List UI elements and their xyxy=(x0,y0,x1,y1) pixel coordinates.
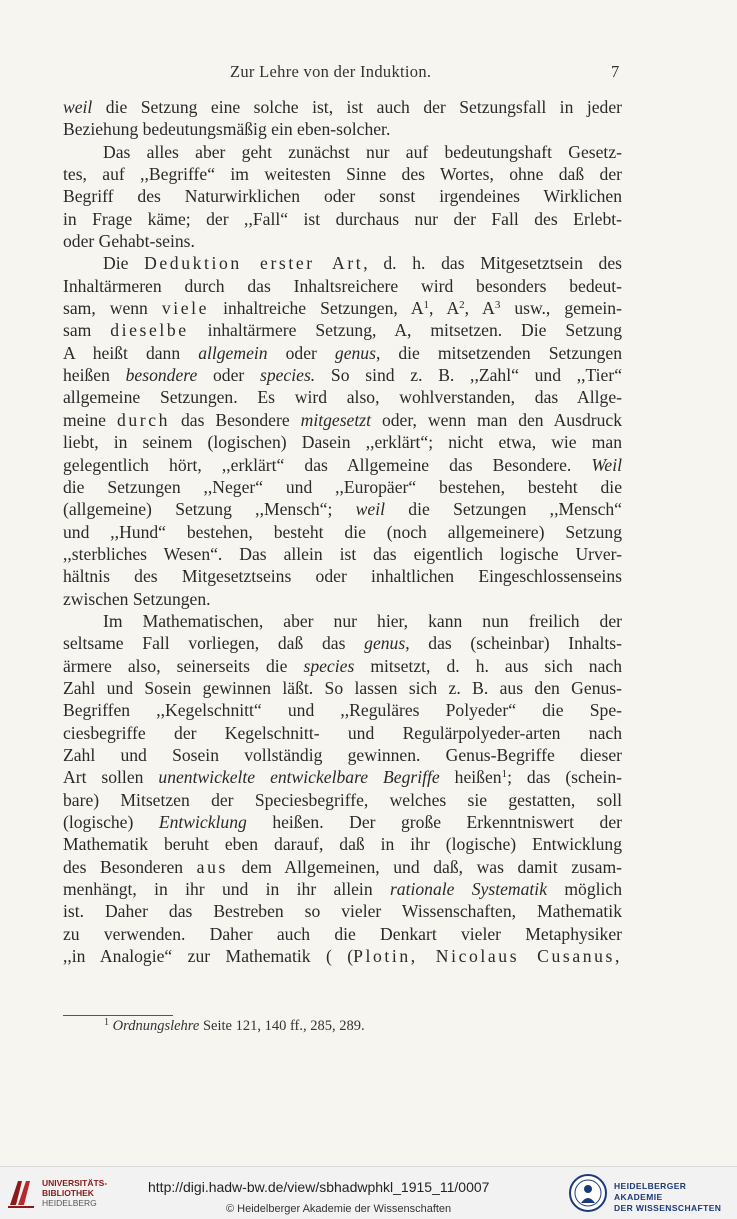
text-line: sam, wenn viele inhaltreiche Setzungen, $A^1$, $A^2$, $A^3$ usw., gemein- xyxy=(63,298,622,319)
text-line: Begriff des Naturwirklichen oder sonst irgendeines Wirklichen xyxy=(63,186,622,207)
text-line: (allgemeine) Setzung ,,Mensch“; weil die Setzungen ,,Mensch“ xyxy=(63,499,622,520)
text-line: seltsame Fall vorliegen, daß das genus, das (scheinbar) Inhalts- xyxy=(63,633,623,654)
text-line: (logische) Entwicklung heißen. Der große Erkenntniswert der xyxy=(63,812,623,832)
text-line: heißen besondere oder species. So sind z. B. ,,Zahl“ und ,,Tier“ xyxy=(63,365,623,386)
text-line: des Besonderen aus dem Allgemeinen, und daß, was damit zusam- xyxy=(63,856,622,877)
copyright-notice: © Heidelberger Akademie der Wissenschaften xyxy=(226,1203,452,1215)
text-line: tes, auf ,,Begriffe“ im weitesten Sinne des Wortes, ohne daß der xyxy=(63,164,622,185)
text-line: gelegentlich hört, ,,erklärt“ das Allgemeine das Besondere. Weil xyxy=(63,454,622,475)
footnote: $^1$ Ordnungslehre Seite 121, 140 ff., 285, 289. xyxy=(104,1017,365,1034)
text-line: Art sollen unentwickelte entwickelbare Begriffe heißen$^1$; das (schein- xyxy=(63,767,622,788)
text-line: Das alles aber geht zunächst nur auf bedeutungshaft Gesetz- xyxy=(103,141,622,162)
text-line: ärmere also, seinerseits die species mitsetzt, d. h. aus sich nach xyxy=(63,655,622,676)
text-line: Beziehung bedeutungsmäßig ein eben-solcher. xyxy=(63,119,391,140)
footer-bar xyxy=(0,1166,737,1219)
text-line: A heißt dann allgemein oder genus, die mitsetzenden Setzungen xyxy=(63,342,623,363)
text-line: allgemeine Setzungen. Es wird also, wohlverstanden, das Allge- xyxy=(63,387,622,408)
footnote-divider xyxy=(63,1015,173,1016)
text-line: zwischen Setzungen. xyxy=(63,588,211,609)
text-line: sam dieselbe inhaltärmere Setzung, A, mitsetzen. Die Setzung xyxy=(63,320,622,341)
text-line: ,,sterbliches Wesen“. Das allein ist das eigentlich logische Urver- xyxy=(63,543,622,564)
permalink-url[interactable]: http://digi.hadw-bw.de/view/sbhadwphkl_1915_11/0007 xyxy=(148,1179,490,1195)
text-line: ist. Daher das Bestreben so vieler Wissenschaften, Mathematik xyxy=(63,901,622,922)
academy-name: HEIDELBERGER AKADEMIE DER WISSENSCHAFTEN xyxy=(614,1181,722,1213)
text-line: Zahl und Sosein vollständig gewinnen. Genus-Begriffe dieser xyxy=(63,744,622,765)
running-head xyxy=(0,62,737,84)
text-line: menhängt, in ihr und in ihr allein rationale Systematik möglich xyxy=(63,879,622,900)
text-line: ciesbegriffe der Kegelschnitt- und Regulärpolyeder-arten nach xyxy=(63,722,622,743)
text-line: zu verwenden. Daher auch die Denkart vieler Metaphysiker xyxy=(63,923,622,944)
academy-seal-icon xyxy=(568,1173,608,1213)
text-line: liebt, in seinem (logischen) Dasein ,,erklärt“; nicht etwa, wie man xyxy=(63,432,622,453)
body-text xyxy=(63,96,622,967)
university-library-logo-icon xyxy=(6,1175,38,1211)
text-line: Mathematik beruht eben darauf, daß in ihr (logische) Entwicklung xyxy=(63,834,622,855)
text-line: Im Mathematischen, aber nur hier, kann nun freilich der xyxy=(103,610,622,631)
text-line: in Frage käme; der ,,Fall“ ist durchaus nur der Fall des Erlebt- xyxy=(63,208,622,229)
text-line: hältnis des Mitgesetztseins oder inhaltlichen Eingeschlossenseins xyxy=(63,566,622,587)
running-title: Zur Lehre von der Induktion. xyxy=(230,62,432,81)
university-library-name: UNIVERSITÄTS- BIBLIOTHEK HEIDELBERG xyxy=(42,1178,108,1208)
text-line: Die Deduktion erster Art, d. h. das Mitgesetztsein des xyxy=(103,253,623,274)
text-line: bare) Mitsetzen der Speciesbegriffe, welches sie gestatten, soll xyxy=(63,789,622,810)
text-line: ,,in Analogie“ zur Mathematik ( (Plotin, Nicolaus Cusanus, xyxy=(63,946,622,967)
text-line: meine durch das Besondere mitgesetzt oder, wenn man den Ausdruck xyxy=(63,409,623,430)
page-number: 7 xyxy=(611,62,620,81)
text-line: Inhaltärmeren durch das Inhaltsreichere wird besonders bedeut- xyxy=(63,275,622,296)
text-line: die Setzungen ,,Neger“ und ,,Europäer“ bestehen, besteht die xyxy=(63,476,622,497)
text-line: weil die Setzung eine solche ist, ist auch der Setzungsfall in jeder xyxy=(63,97,622,117)
text-line: und ,,Hund“ bestehen, besteht die (noch allgemeinere) Setzung xyxy=(63,521,622,542)
text-line: Begriffen ,,Kegelschnitt“ und ,,Reguläres Polyeder“ die Spe- xyxy=(63,700,622,721)
text-line: oder Gehabt-seins. xyxy=(63,231,195,252)
text-line: Zahl und Sosein gewinnen läßt. So lassen sich z. B. aus den Genus- xyxy=(63,677,622,698)
